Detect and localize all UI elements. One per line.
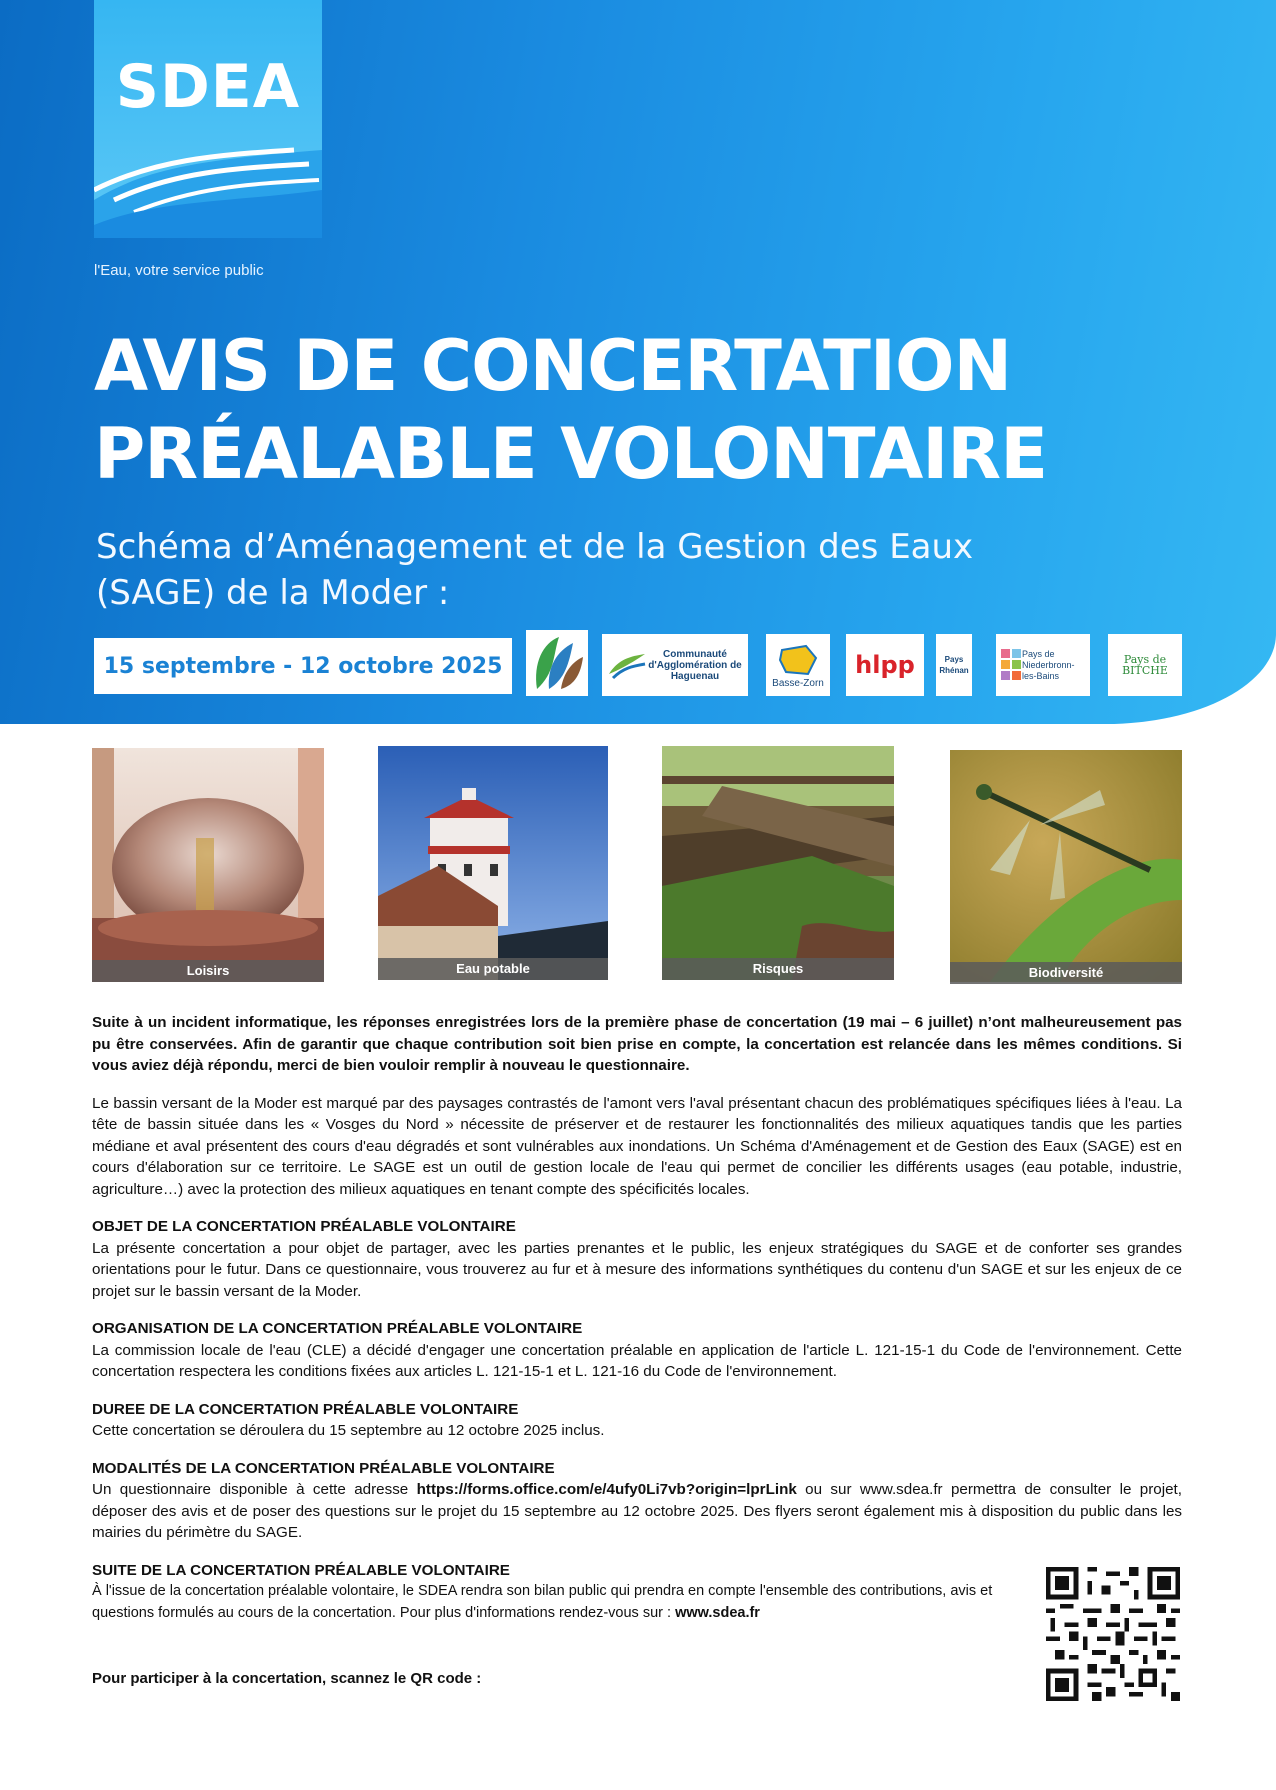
basse-zorn-logo[interactable] bbox=[766, 634, 830, 696]
header-banner bbox=[0, 0, 1276, 724]
page-subtitle bbox=[96, 524, 1196, 616]
niederbronn-label: Pays de Niederbronn-les-Bains bbox=[1022, 648, 1075, 681]
section-organisation-text: La commission locale de l'eau (CLE) a décidé d'engager une concertation préalable en application de l'article L. 121-15-1 du Code de l'environnement. Cette concertation respectera les conditions fixées aux articles L. 121-15-1 et L. 121-16 du Code de l'environnement. bbox=[92, 1341, 1182, 1380]
photo-caption: Loisirs bbox=[92, 960, 324, 982]
section-objet-text: La présente concertation a pour objet de partager, avec les parties prenantes et le public, les enjeux stratégiques du SAGE et de conforter ses grandes orientations pour le futur. Dans ce questionnaire, vous trouverez au fur et à mesure des informations synthétiques du contenu d'un SAGE et sur les enjeux de ce projet sur le bassin versant de la Moder. bbox=[92, 1239, 1182, 1300]
section-modalites-text bbox=[92, 1479, 1182, 1544]
section-organisation-title: ORGANISATION DE LA CONCERTATION PRÉALABLE VOLONTAIRE bbox=[92, 1320, 583, 1337]
subtitle-line-1: Schéma d’Aménagement et de la Gestion des Eaux bbox=[96, 527, 974, 567]
sdea-link[interactable]: www.sdea.fr bbox=[675, 1604, 760, 1621]
fountain-icon bbox=[92, 748, 324, 982]
date-range: 15 septembre - 12 octobre 2025 bbox=[103, 653, 503, 679]
tagline: l'Eau, votre service public bbox=[94, 262, 264, 279]
pays-rhenan-logo[interactable] bbox=[936, 634, 972, 696]
logo-text: SDEA bbox=[115, 52, 301, 122]
photo-caption: Eau potable bbox=[378, 958, 608, 980]
notice-body bbox=[92, 1012, 1182, 1624]
water-tower-icon bbox=[378, 746, 608, 980]
river-icon bbox=[662, 746, 894, 980]
haguenau-logo[interactable] bbox=[602, 634, 748, 696]
bitche-logo[interactable] bbox=[1108, 634, 1182, 696]
waves-icon bbox=[94, 130, 322, 238]
qr-instruction: Pour participer à la concertation, scannez le QR code : bbox=[92, 1670, 482, 1687]
bitche-label: Pays de BITCHE bbox=[1122, 653, 1168, 677]
niederbronn-logo[interactable] bbox=[996, 634, 1090, 696]
leaf-icon bbox=[529, 633, 585, 693]
basse-zorn-label: Basse-Zorn bbox=[772, 677, 824, 689]
intro-paragraph: Suite à un incident informatique, les réponses enregistrées lors de la première phase de concertation (19 mai – 6 juillet) n’ont malheureusement pas pu être conservées. Afin de garantir que chaque contribution soit bien prise en compte, la concertation est relancée dans les mêmes conditions. Si vous aviez déjà répondu, merci de bien vouloir remplir à nouveau le questionnaire. bbox=[92, 1014, 1182, 1074]
dragonfly-icon bbox=[950, 750, 1182, 982]
title-line-1: AVIS DE CONCERTATION bbox=[94, 325, 1012, 407]
photo-caption: Biodiversité bbox=[950, 962, 1182, 984]
photo-caption: Risques bbox=[662, 958, 894, 980]
moder-leaf-logo[interactable] bbox=[526, 630, 588, 696]
squares-icon bbox=[1000, 647, 1022, 683]
section-suite-text bbox=[92, 1581, 1002, 1624]
subtitle-line-2: (SAGE) de la Moder : bbox=[96, 573, 450, 613]
section-objet-title: OBJET DE LA CONCERTATION PRÉALABLE VOLONTAIRE bbox=[92, 1218, 516, 1235]
page-title bbox=[94, 322, 1194, 498]
hlpp-label: hlpp bbox=[855, 651, 915, 679]
qr-code-icon[interactable] bbox=[1046, 1567, 1180, 1701]
sdea-logo[interactable] bbox=[94, 0, 322, 238]
modalites-pre: Un questionnaire disponible à cette adresse bbox=[92, 1481, 417, 1498]
context-paragraph: Le bassin versant de la Moder est marqué par des paysages contrastés de l'amont vers l'aval présentant chacun des problématiques spécifiques liées à l'eau. La tête de bassin située dans les « Vosges du Nord » nécessite de préserver et de restaurer les fonctionnalités des milieux aquatiques tandis que les parties médiane et aval présentent des cours d'eau dégradés et sont vulnérables aux inondations. Un Schéma d'Aménagement et de Gestion des Eaux (SAGE) est en cours d'élaboration sur ce territoire. Le SAGE est un outil de gestion locale de l'eau qui permet de concilier les différents usages (eau potable, industrie, agriculture…) avec la protection des milieux aquatiques en tenant compte des spécificités locales. bbox=[92, 1094, 1182, 1198]
section-duree-title: DUREE DE LA CONCERTATION PRÉALABLE VOLONTAIRE bbox=[92, 1400, 519, 1418]
haguenau-label: Communauté d'Agglomération de Haguenau bbox=[648, 648, 742, 682]
modalites-post: ou sur www.sdea.fr permettra de consulter le projet, déposer des avis et de poser des questions sur le projet du 15 septembre au 12 octobre 2025. Des flyers seront également mis à disposition du public dans les mairies du périmètre du SAGE. bbox=[92, 1481, 1182, 1541]
photo-biodiversite bbox=[950, 750, 1182, 984]
suite-text: À l'issue de la concertation préalable volontaire, le SDEA rendra son bilan public qui prendra en compte l'ensemble des contributions, avis et questions formulés au cours de la concertation. Pour plus d'informations rendez-vous sur : bbox=[92, 1583, 993, 1621]
map-icon bbox=[776, 642, 820, 678]
section-modalites-title: MODALITÉS DE LA CONCERTATION PRÉALABLE VOLONTAIRE bbox=[92, 1459, 555, 1477]
photo-loisirs bbox=[92, 748, 324, 982]
photo-risques bbox=[662, 746, 894, 980]
swoosh-icon bbox=[607, 650, 647, 680]
photo-eau-potable bbox=[378, 746, 608, 980]
section-suite-title: SUITE DE LA CONCERTATION PRÉALABLE VOLONTAIRE bbox=[92, 1561, 510, 1579]
hlpp-logo[interactable] bbox=[846, 634, 924, 696]
section-duree-text: Cette concertation se déroulera du 15 septembre au 12 octobre 2025 inclus. bbox=[92, 1422, 605, 1439]
title-line-2: PRÉALABLE VOLONTAIRE bbox=[94, 413, 1048, 495]
pays-rhenan-label: Pays Rhénan bbox=[939, 655, 969, 675]
questionnaire-link[interactable]: https://forms.office.com/e/4ufy0Li7vb?origin=lprLink bbox=[416, 1481, 797, 1498]
date-badge bbox=[94, 638, 512, 694]
